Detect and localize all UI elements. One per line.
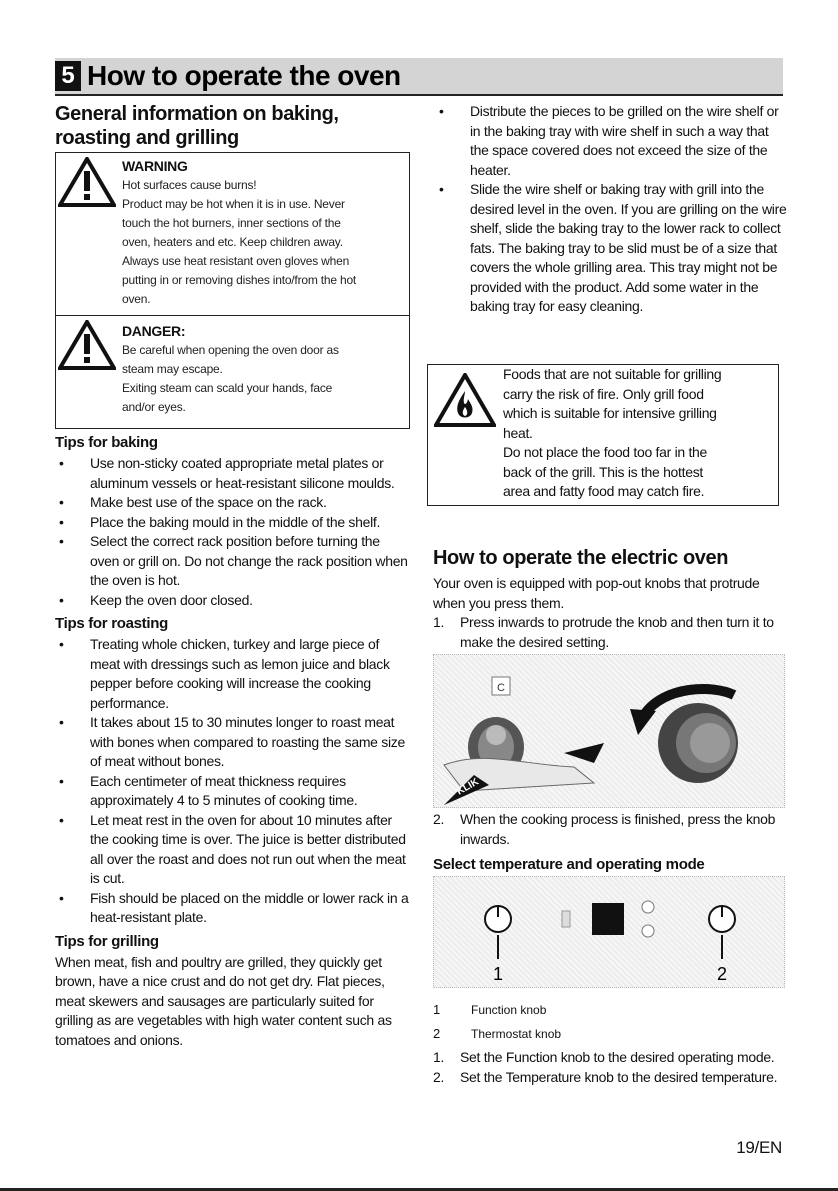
legend-number: 2: [433, 1026, 441, 1041]
left-column: [55, 102, 410, 1050]
danger-line: Be careful when opening the oven door as: [122, 343, 339, 357]
klik-label: KLIK: [455, 776, 481, 798]
general-info-heading: General information on baking, roasting and grilling: [55, 103, 339, 149]
step-item: [433, 613, 785, 652]
fire-line: which is suitable for intensive grilling: [503, 405, 717, 421]
step-text: Press inwards to protrude the knob and then turn it to make the desired setting.: [460, 614, 774, 650]
list-item: • Keep the oven door closed.: [55, 591, 410, 611]
electric-oven-intro: Your oven is equipped with pop-out knobs that protrude when you press them.: [433, 575, 760, 611]
danger-line: and/or eyes.: [122, 400, 186, 414]
warning-line: Always use heat resistant oven gloves when: [122, 254, 350, 268]
electric-oven-heading: How to operate the electric oven: [433, 547, 729, 569]
step-number: 2.: [433, 811, 445, 827]
warning-line: putting in or removing dishes into/from the hot: [122, 273, 357, 287]
step-item: [433, 1048, 785, 1068]
legend-number: 1: [433, 1002, 441, 1017]
step-item: [433, 810, 785, 849]
list-item: • Let meat rest in the oven for about 10 minutes after the cooking time is over. The juice is better distributed all over the roast and does not run out when the meat is cut.: [55, 811, 410, 889]
press-steps: [433, 613, 785, 652]
panel-label-1: 1: [492, 964, 504, 984]
step-text: Set the Function knob to the desired operating mode.: [460, 1049, 775, 1065]
legend: [433, 998, 785, 1046]
warning-triangle-icon: [58, 157, 116, 207]
danger-line: Exiting steam can scald your hands, face: [122, 381, 333, 395]
tips-roasting-heading: Tips for roasting: [55, 615, 168, 632]
knob-press-illustration: [434, 655, 786, 807]
warning-box: [55, 152, 410, 316]
section-header: [55, 58, 783, 96]
warning-line: Hot surfaces cause burns!: [122, 178, 257, 192]
tips-baking-list: [55, 454, 410, 610]
danger-box: [55, 316, 410, 429]
step-number: 1.: [433, 614, 445, 630]
fire-line: back of the grill. This is the hottest: [503, 463, 704, 480]
danger-title: DANGER:: [122, 323, 186, 339]
legend-label: Function knob: [471, 1003, 547, 1017]
step-item: [433, 1068, 785, 1088]
warning-title: WARNING: [122, 158, 188, 174]
knob-mark-label: C: [497, 682, 505, 694]
control-panel-illustration: [434, 877, 786, 987]
warning-line: Product may be hot when it is in use. Never: [122, 197, 345, 211]
warning-line: oven.: [122, 292, 151, 306]
list-item: • Each centimeter of meat thickness requires approximately 4 to 5 minutes of cooking time.: [55, 772, 410, 811]
fire-line: Foods that are not suitable for grilling: [503, 366, 722, 382]
list-item: • It takes about 15 to 30 minutes longer to roast meat with bones when compared to roasting the same size of meat without bones.: [55, 713, 410, 772]
knob-illustration: [433, 654, 785, 808]
final-steps: [433, 1048, 785, 1087]
list-item: • Place the baking mould in the middle of the shelf.: [55, 513, 410, 533]
list-item: • Select the correct rack position before turning the oven or grill on. Do not change the rack position when the oven is hot.: [55, 532, 410, 591]
step-number: 2.: [433, 1068, 445, 1085]
step-text: When the cooking process is finished, press the knob inwards.: [460, 811, 776, 847]
list-item: • Make best use of the space on the rack.: [55, 493, 410, 513]
warning-line: oven, heaters and etc. Keep children away.: [122, 235, 343, 249]
page-number: 19/EN: [736, 1138, 782, 1157]
fire-warning-icon: [434, 373, 496, 427]
tips-baking-heading: Tips for baking: [55, 434, 158, 451]
panel-label-2: 2: [716, 964, 728, 984]
legend-item: [433, 998, 785, 1022]
warning-line: touch the hot burners, inner sections of the: [122, 216, 341, 230]
right-column: [433, 102, 790, 1085]
grilling-list: [435, 102, 790, 317]
list-item: • Fish should be placed on the middle or lower rack in a heat-resistant plate.: [55, 889, 410, 928]
fire-line: Do not place the food too far in the: [503, 444, 708, 460]
danger-line: steam may escape.: [122, 362, 223, 376]
fire-line: area and fatty food may catch fire.: [503, 483, 705, 499]
list-item: • Use non-sticky coated appropriate metal plates or aluminum vessels or heat-resistant silicone moulds.: [55, 454, 410, 493]
select-temperature-heading: Select temperature and operating mode: [433, 856, 705, 873]
step-text: Set the Temperature knob to the desired temperature.: [460, 1068, 778, 1085]
tips-roasting-list: [55, 635, 410, 928]
section-number: 5: [55, 61, 81, 91]
tips-grilling-heading: Tips for grilling: [55, 932, 159, 950]
step-number: 1.: [433, 1049, 445, 1065]
tips-grilling-text: When meat, fish and poultry are grilled, they quickly get brown, have a nice crust and do not get dry. Flat pieces, meat skewers and sausages are particularly suited for grilling as are vegetables with high water content such as tomatoes and onions.: [55, 953, 392, 1048]
fire-line: carry the risk of fire. Only grill food: [503, 385, 704, 402]
legend-item: [433, 1022, 785, 1046]
section-title: How to operate the oven: [87, 60, 401, 91]
danger-triangle-icon: [58, 320, 116, 370]
control-panel-diagram: [433, 876, 785, 988]
list-item: • Treating whole chicken, turkey and large piece of meat with dressings such as lemon juice and black pepper before cooking will increase the cooking performance.: [55, 635, 410, 713]
list-item: • Slide the wire shelf or baking tray with grill into the desired level in the oven. If you are grilling on the wire shelf, slide the baking tray to the lower rack to collect fats. The baking tray to be slid must be of a size that covers the whole grilling area. This tray might not be provided with the product. Add some water in the baking tray for easy cleaning.: [435, 180, 790, 317]
release-steps: [433, 810, 785, 849]
legend-label: Thermostat knob: [471, 1027, 562, 1041]
list-item: • Distribute the pieces to be grilled on the wire shelf or in the baking tray with wire shelf in such a way that the space covered does not exceed the size of the heater.: [435, 102, 790, 180]
fire-warning-box: [427, 364, 779, 506]
fire-line: heat.: [503, 424, 533, 441]
